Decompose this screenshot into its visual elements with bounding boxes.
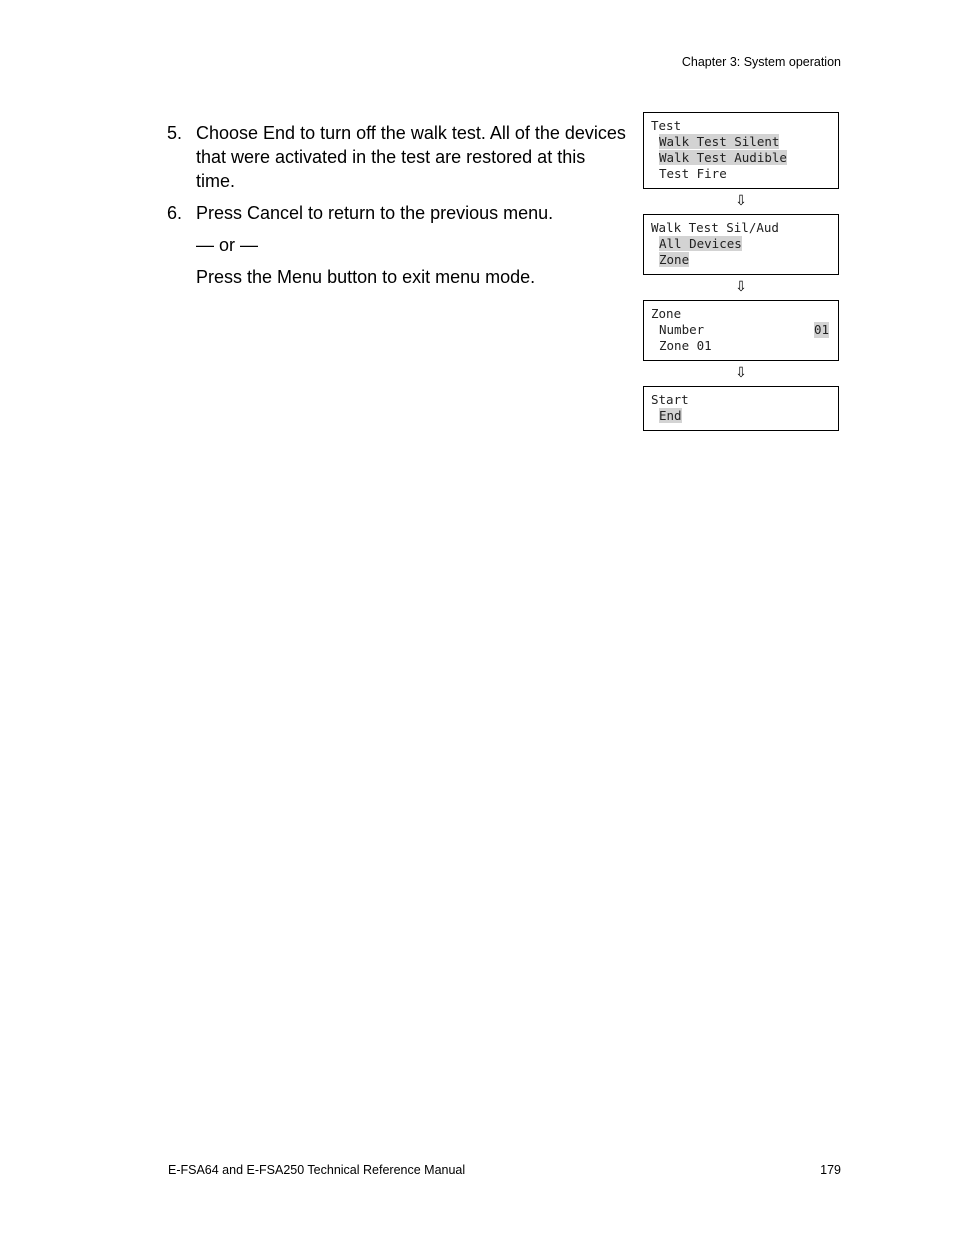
down-arrow-icon: ⇩ [735,193,747,209]
step-number: 5. [167,123,183,143]
step-text: Choose End to turn off the walk test. All of the devices that were activated in the test are restored at this time. [196,123,626,191]
lcd-number-label: Number [659,322,705,337]
lcd-option-label: Walk Test Silent [659,134,780,149]
lcd-option-end [651,408,831,424]
step-text: Press Cancel to return to the previous menu. [196,203,554,223]
alternative-separator: — or — [196,235,259,255]
step-6 [167,201,627,225]
lcd-option-label: Test Fire [659,166,727,181]
procedure-steps [167,121,627,297]
footer-page-number: 179 [820,1163,841,1177]
lcd-zone-number-row [651,322,831,338]
lcd-option-walk-test-silent [651,134,831,150]
lcd-screen-test-menu [643,112,839,189]
running-header: Chapter 3: System operation [681,55,841,69]
lcd-option-label: End [659,408,682,423]
lcd-option-zone [651,252,831,268]
lcd-number-value: 01 [813,322,829,337]
lcd-option-walk-test-audible [651,150,831,166]
footer-manual-title: E-FSA64 and E-FSA250 Technical Reference Manual [168,1163,466,1177]
lcd-option-test-fire [651,166,831,182]
lcd-option-all-devices [651,236,831,252]
lcd-title: Test [651,118,682,133]
lcd-zone-label: Zone 01 [659,338,712,353]
down-arrow-icon: ⇩ [735,279,747,295]
lcd-option-label: Zone [659,252,690,267]
lcd-screen-walk-test [643,214,839,275]
step-5 [167,121,627,193]
step-number: 6. [167,203,183,223]
lcd-screen-zone [643,300,839,361]
lcd-screen-start-end [643,386,839,431]
lcd-screen-sequence [643,112,839,431]
alternative-text: Press the Menu button to exit menu mode. [196,267,536,287]
down-arrow-icon: ⇩ [735,365,747,381]
lcd-title: Zone [651,306,682,321]
lcd-option-label: Walk Test Audible [659,150,787,165]
lcd-title: Walk Test Sil/Aud [651,220,779,235]
lcd-option-label: All Devices [659,236,742,251]
lcd-title: Start [651,392,689,407]
